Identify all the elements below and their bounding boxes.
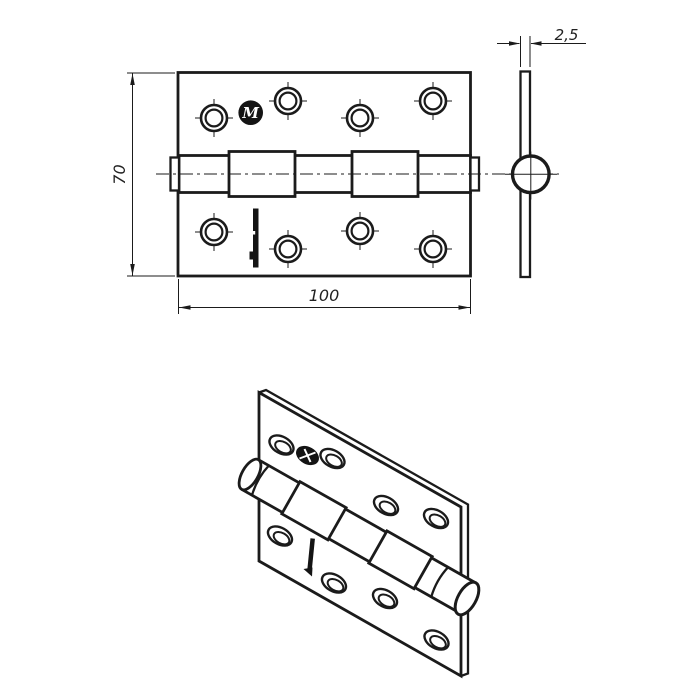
width-value: 100 <box>308 286 340 305</box>
thickness-value: 2,5 <box>554 26 579 44</box>
stamp-notch <box>253 231 255 235</box>
arrowhead-right <box>509 41 520 45</box>
arrowhead-up <box>130 74 135 86</box>
arrowhead-left <box>531 41 542 45</box>
width-dimension <box>179 279 471 314</box>
arrowhead-right <box>459 305 471 310</box>
thickness-dimension <box>497 26 586 67</box>
logo-letter: M <box>242 104 260 122</box>
isometric-view <box>235 390 484 676</box>
arrowhead-left <box>179 305 191 310</box>
arrowhead-down <box>130 264 135 276</box>
stamp-bar <box>310 539 313 571</box>
stamp-bar <box>253 209 259 268</box>
stamp-foot <box>250 252 254 260</box>
height-value: 70 <box>110 164 129 185</box>
manufacturer-logo <box>238 100 263 125</box>
side-view <box>505 72 557 278</box>
